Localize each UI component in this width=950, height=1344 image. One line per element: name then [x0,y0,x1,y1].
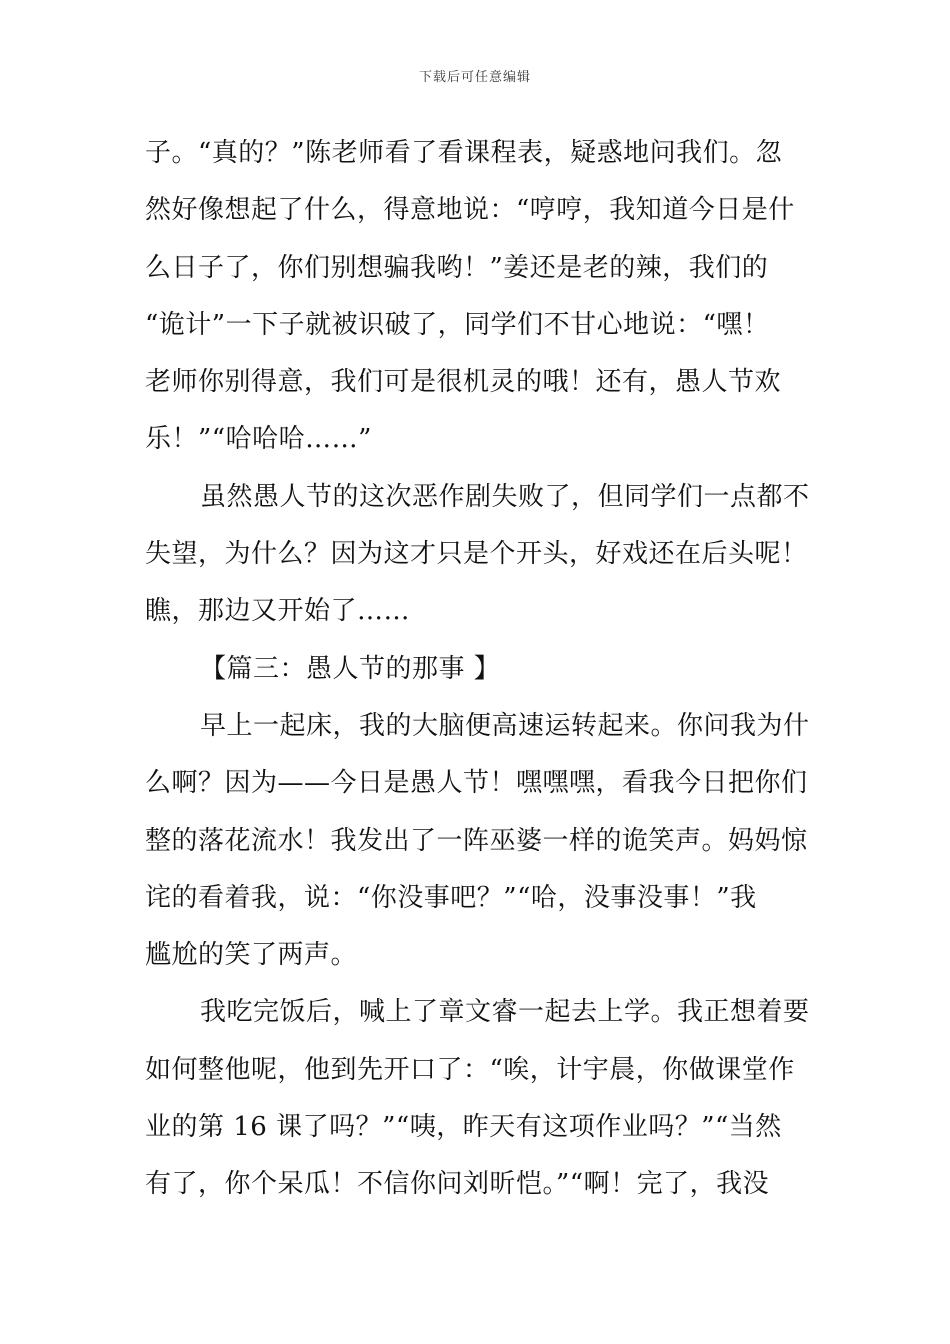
document-body [145,125,810,1214]
text-line: 整的落花流水！我发出了一阵巫婆一样的诡笑声。妈妈惊 [145,825,808,856]
text-line: 业的第 16 课了吗？”“咦，昨天有这项作业吗？”“当然 [145,1112,782,1143]
text-line: 么日子了，你们别想骗我哟！”姜还是老的辣，我们的 [145,252,769,283]
section-heading: 【篇三：愚人节的那事 】 [200,653,501,684]
text-line: 如何整他呢，他到先开口了：“唉，计宇晨，你做课堂作 [145,1054,795,1085]
paragraph-first-line: 我吃完饭后，喊上了章文睿一起去上学。我正想着要 [200,997,810,1028]
text-line: 瞧，那边又开始了…… [145,596,411,627]
text-line: 子。“真的？”陈老师看了看课程表，疑惑地问我们。忽 [145,138,783,168]
text-line: 然好像想起了什么，得意地说：“哼哼，我知道今日是什 [145,195,795,226]
text-line: 乐！”“哈哈哈……” [145,424,372,455]
text-line: 老师你别得意，我们可是很机灵的哦！还有，愚人节欢 [145,367,782,398]
text-line: 尴尬的笑了两声。 [145,940,358,971]
text-line: “诡计”一下子就被识破了，同学们不甘心地说：“嘿！ [145,309,770,340]
text-line: 么啊？因为——今日是愚人节！嘿嘿嘿，看我今日把你们 [145,768,808,799]
text-line: 失望，为什么？因为这才只是个开头，好戏还在后头呢！ [145,539,808,570]
text-line: 诧的看着我，说：“你没事吧？”“哈，没事没事！”我 [145,882,757,913]
paragraph-first-line: 早上一起床，我的大脑便高速运转起来。你问我为什 [200,710,810,741]
page-header: 下载后可任意编辑 [418,70,531,85]
paragraph-first-line: 虽然愚人节的这次恶作剧失败了，但同学们一点都不 [200,481,810,512]
text-line: 有了，你个呆瓜！不信你问刘昕恺。”“啊！完了，我没 [145,1169,770,1200]
